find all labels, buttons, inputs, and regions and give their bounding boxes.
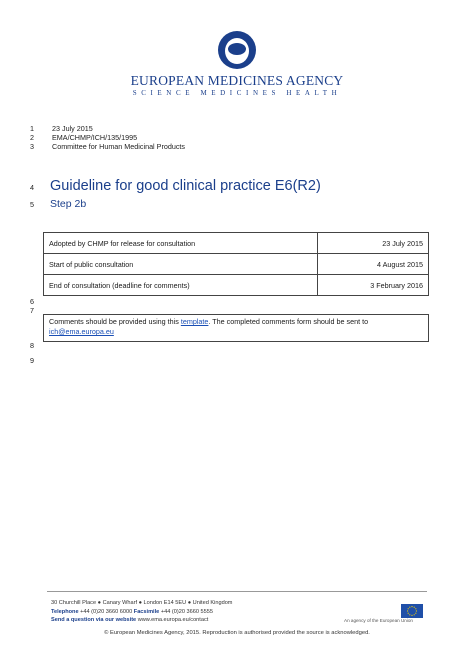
committee-name: Committee for Human Medicinal Products: [52, 142, 186, 151]
table-row: [44, 254, 429, 275]
line-number: 3: [30, 142, 34, 151]
footer-website: [51, 617, 208, 623]
comments-text: Comments should be provided using this: [49, 317, 181, 326]
footer-divider: [47, 591, 427, 592]
table-row: [44, 275, 429, 296]
document-reference: EMA/CHMP/ICH/135/1995: [52, 133, 138, 142]
line-number: 4: [30, 183, 34, 192]
eu-agency-text: An agency of the European Union: [344, 618, 413, 623]
line-number: 1: [30, 124, 34, 133]
template-link[interactable]: template: [180, 317, 209, 326]
copyright-notice: © European Medicines Agency, 2015. Reproduction is authorised provided the source is acknowledged.: [104, 630, 370, 636]
email-link[interactable]: ich@ema.europa.eu: [49, 327, 114, 336]
page-title: Guideline for good clinical practice E6(R2): [50, 178, 321, 194]
facsimile-value: +44 (0)20 3660 5555: [159, 609, 213, 615]
line-number: 2: [30, 133, 34, 142]
line-number: 7: [30, 306, 34, 315]
footer-contact: [51, 609, 213, 615]
date-label: Adopted by CHMP for release for consultation: [44, 233, 318, 254]
facsimile-label: Facsimile: [133, 609, 160, 615]
comments-box: [43, 314, 429, 342]
ema-logo-icon: [217, 30, 257, 70]
consultation-dates-table: [43, 232, 429, 296]
footer-address: 30 Churchill Place ● Canary Wharf ● London E14 5EU ● United Kingdom: [51, 600, 233, 606]
line-number: 6: [30, 297, 34, 306]
website-url[interactable]: www.ema.europa.eu/contact: [136, 617, 209, 623]
date-value: 4 August 2015: [317, 254, 428, 275]
line-number: 8: [30, 341, 34, 350]
telephone-value: +44 (0)20 3660 6000: [78, 609, 134, 615]
date-value: 23 July 2015: [317, 233, 428, 254]
eu-flag-icon: [401, 604, 423, 618]
document-date: 23 July 2015: [52, 124, 93, 133]
line-number: 9: [30, 356, 34, 365]
telephone-label: Telephone: [51, 609, 79, 615]
table-row: [44, 233, 429, 254]
agency-tagline: SCIENCE MEDICINES HEALTH: [132, 89, 342, 97]
agency-name: EUROPEAN MEDICINES AGENCY: [130, 73, 344, 88]
comments-text: . The completed comments form should be sent to: [208, 317, 369, 326]
line-number: 5: [30, 200, 34, 209]
website-label: Send a question via our website: [51, 617, 137, 623]
step-label: Step 2b: [50, 198, 87, 210]
logo: [0, 30, 474, 75]
date-value: 3 February 2016: [317, 275, 428, 296]
date-label: Start of public consultation: [44, 254, 318, 275]
date-label: End of consultation (deadline for comments): [44, 275, 318, 296]
